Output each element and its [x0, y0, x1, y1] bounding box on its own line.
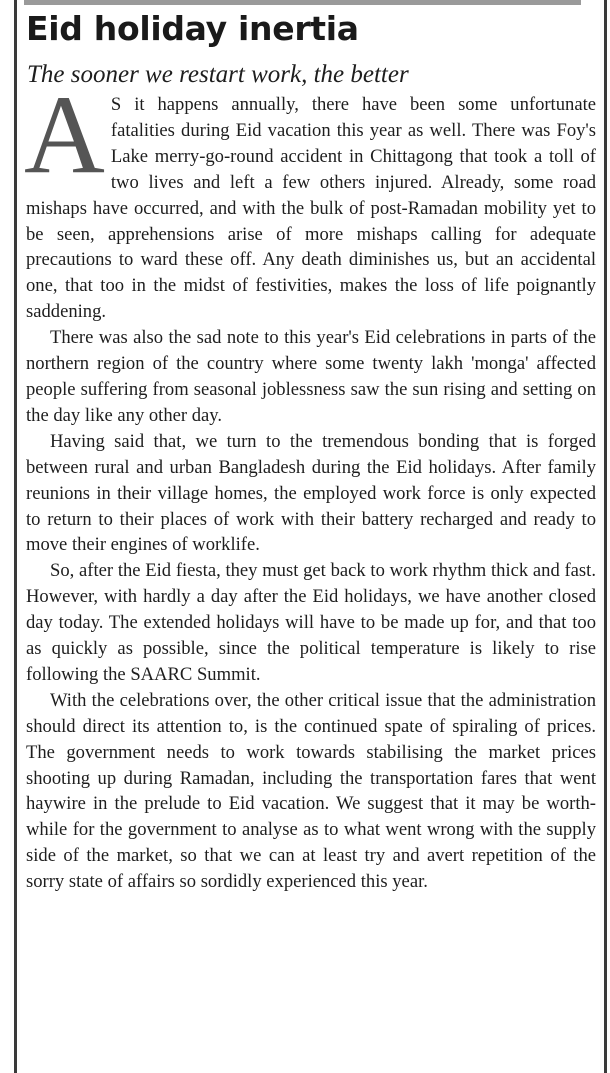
- paragraph-1-text: S it happens annually, there have been some unfortunate fatalities during Eid vacation this year as well. There was Foy's Lake merry-go-round accident in Chittagong that took a toll of two lives and left a few others injured. Already, some road mishaps have occurred, and with the bulk of post-Ramadan mobility yet to be seen, apprehensions arise of more mishaps calling for adequate precautions to ward these off. Any death diminishes us, but an accidental one, that too in the midst of festivities, makes the loss of life poignantly saddening.: [26, 94, 596, 323]
- paragraph-4: So, after the Eid fiesta, they must get back to work rhythm thick and fast. However, with hardly a day after the Eid holidays, we have another closed day today. The extended holidays will have to be made up for, and that too as quickly as possible, since the political temperature is likely to rise following the SAARC Summit.: [26, 560, 596, 685]
- paragraph-2: There was also the sad note to this year's Eid celebrations in parts of the northern region of the country where some twenty lakh 'monga' affected people suffering from seasonal joblessness saw the sun rising and setting on the day like any other day.: [26, 327, 596, 426]
- subheadline: The sooner we restart work, the better: [27, 61, 409, 88]
- right-border-rule: [604, 0, 607, 1073]
- top-rule: [24, 0, 581, 5]
- paragraph-5: With the celebrations over, the other critical issue that the administration should direct its attention to, is the continued spate of spiraling of prices. The government needs to work towards stabilising the market prices shooting up during Ramadan, including the transportation fares that went haywire in the prelude to Eid vacation. We suggest that it may be worthwhile for the government to analyse as to what went wrong with the supply side of the market, so that we can at least try and avert repetition of the sorry state of affairs so sordidly experienced this year.: [26, 689, 596, 893]
- headline: Eid holiday inertia: [26, 9, 359, 48]
- drop-cap: A: [24, 73, 105, 197]
- paragraph-3: Having said that, we turn to the tremendous bonding that is forged between rural and urban Bangladesh during the Eid holidays. After family reunions in their village homes, the employed work force is only expected to return to their places of work with their battery recharged and ready to move their engines of worklife.: [26, 430, 596, 556]
- left-border-rule: [14, 0, 17, 1073]
